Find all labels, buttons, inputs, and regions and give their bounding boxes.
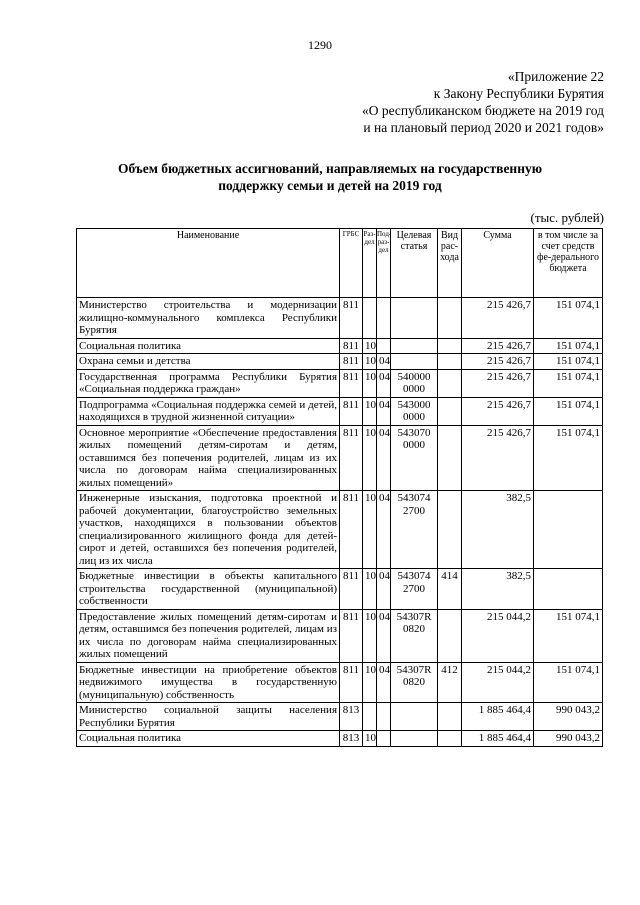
table-row [77,354,603,370]
header-name: Наименование [77,229,340,298]
cell-federal: 151 074,1 [534,338,603,354]
cell-sum: 215 426,7 [462,425,534,491]
cell-sum: 215 426,7 [462,369,534,397]
cell-vid [438,397,462,425]
cell-name: Бюджетные инвестиции на приобретение объектов недвижимого имущества в государственную (муниципальную) собственность [77,662,340,703]
table-row [77,425,603,491]
cell-vid [438,298,462,339]
cell-name: Охрана семьи и детства [77,354,340,370]
header-sum: Сумма [462,229,534,298]
cell-vid [438,354,462,370]
budget-table [76,228,603,747]
cell-target [391,338,438,354]
header-razdel: Раз-дел [363,229,377,298]
cell-podrazdel: 04 [377,662,391,703]
cell-podrazdel [377,731,391,747]
appendix-line: «О республиканском бюджете на 2019 год [361,103,604,118]
cell-razdel: 10 [363,397,377,425]
table-row [77,369,603,397]
cell-sum: 215 044,2 [462,662,534,703]
table-row [77,397,603,425]
cell-federal: 151 074,1 [534,354,603,370]
cell-podrazdel [377,338,391,354]
cell-federal: 151 074,1 [534,609,603,662]
cell-sum: 1 885 464,4 [462,731,534,747]
table-row [77,338,603,354]
cell-name: Государственная программа Республики Бурятия «Социальная поддержка граждан» [77,369,340,397]
cell-federal: 151 074,1 [534,298,603,339]
table-row [77,662,603,703]
appendix-line: «Приложение 22 [507,69,604,84]
cell-name: Социальная политика [77,338,340,354]
cell-razdel: 10 [363,338,377,354]
cell-target [391,354,438,370]
cell-podrazdel: 04 [377,609,391,662]
cell-vid: 414 [438,569,462,610]
appendix-line: к Закону Республики Бурятия [433,86,604,101]
cell-podrazdel [377,298,391,339]
cell-target: 543000 0000 [391,397,438,425]
cell-grbs: 811 [340,662,363,703]
cell-target: 543070 0000 [391,425,438,491]
header-grbs: ГРБС [340,229,363,298]
cell-grbs: 811 [340,397,363,425]
cell-federal: 151 074,1 [534,369,603,397]
cell-federal: 151 074,1 [534,662,603,703]
cell-sum: 382,5 [462,569,534,610]
cell-target: 540000 0000 [391,369,438,397]
cell-name: Социальная политика [77,731,340,747]
cell-grbs: 811 [340,425,363,491]
cell-razdel: 10 [363,491,377,569]
cell-target: 543074 2700 [391,491,438,569]
cell-target: 54307R 0820 [391,609,438,662]
cell-target: 54307R 0820 [391,662,438,703]
cell-federal: 151 074,1 [534,425,603,491]
cell-vid [438,491,462,569]
units-label: (тыс. рублей) [530,210,604,225]
cell-grbs: 811 [340,369,363,397]
title-line: поддержку семьи и детей на 2019 год [218,178,442,193]
cell-razdel [363,298,377,339]
table-row [77,298,603,339]
cell-vid [438,609,462,662]
page-number: 1290 [308,38,332,52]
table-row [77,609,603,662]
cell-sum: 1 885 464,4 [462,703,534,731]
appendix-line: и на плановый период 2020 и 2021 годов» [363,120,604,135]
cell-vid [438,425,462,491]
table-header-row [77,229,603,298]
cell-federal [534,569,603,610]
cell-sum: 215 426,7 [462,354,534,370]
cell-sum: 215 426,7 [462,397,534,425]
cell-grbs: 811 [340,338,363,354]
cell-vid [438,703,462,731]
cell-podrazdel: 04 [377,397,391,425]
cell-razdel: 10 [363,354,377,370]
cell-razdel [363,703,377,731]
cell-target: 543074 2700 [391,569,438,610]
header-federal: в том числе за счет средств фе-дерального бюджета [534,229,603,298]
cell-federal: 151 074,1 [534,397,603,425]
cell-podrazdel: 04 [377,354,391,370]
cell-name: Инженерные изыскания, подготовка проектной и рабочей документации, благоустройство земельных участков, находящихся в пользовании объектов специализированного жилищного фонда для детей-сирот и детей, оставшихся без попечения родителей, лиц из их числа [77,491,340,569]
document-title [60,160,600,194]
cell-sum: 215 426,7 [462,298,534,339]
header-podrazdel: Под-раз-дел [377,229,391,298]
cell-name: Бюджетные инвестиции в объекты капитального строительства государственной (муниципальной) собственности [77,569,340,610]
table-row [77,569,603,610]
cell-razdel: 10 [363,425,377,491]
cell-grbs: 811 [340,354,363,370]
cell-podrazdel [377,703,391,731]
cell-grbs: 811 [340,491,363,569]
cell-podrazdel: 04 [377,369,391,397]
cell-grbs: 811 [340,609,363,662]
cell-target [391,298,438,339]
cell-razdel: 10 [363,569,377,610]
cell-target [391,703,438,731]
cell-podrazdel: 04 [377,569,391,610]
table-row [77,731,603,747]
cell-federal: 990 043,2 [534,731,603,747]
cell-name: Министерство социальной защиты населения Республики Бурятия [77,703,340,731]
cell-vid [438,338,462,354]
header-vid: Вид рас-хода [438,229,462,298]
cell-federal [534,491,603,569]
cell-razdel: 10 [363,609,377,662]
cell-federal: 990 043,2 [534,703,603,731]
cell-podrazdel: 04 [377,491,391,569]
cell-name: Предоставление жилых помещений детям-сиротам и детям, оставшимся без попечения родителей, лицам из их числа по договорам найма специализированных жилых помещений [77,609,340,662]
cell-vid: 412 [438,662,462,703]
table-row [77,703,603,731]
cell-name: Министерство строительства и модернизации жилищно-коммунального комплекса Республики Бурятия [77,298,340,339]
cell-razdel: 10 [363,369,377,397]
cell-sum: 215 426,7 [462,338,534,354]
cell-vid [438,369,462,397]
cell-razdel: 10 [363,662,377,703]
cell-razdel: 10 [363,731,377,747]
cell-grbs: 811 [340,298,363,339]
cell-sum: 215 044,2 [462,609,534,662]
cell-podrazdel: 04 [377,425,391,491]
title-line: Объем бюджетных ассигнований, направляемых на государственную [117,161,543,176]
header-target: Целевая статья [391,229,438,298]
cell-target [391,731,438,747]
cell-grbs: 813 [340,703,363,731]
cell-vid [438,731,462,747]
table-row [77,491,603,569]
cell-name: Подпрограмма «Социальная поддержка семей и детей, находящихся в трудной жизненной ситуации» [77,397,340,425]
cell-name: Основное мероприятие «Обеспечение предоставления жилых помещений детям-сиротам и детям, оставшимся без попечения родителей, лицам из их числа по договорам найма специализированных жилых помещений» [77,425,340,491]
appendix-header [362,68,604,136]
cell-grbs: 813 [340,731,363,747]
cell-grbs: 811 [340,569,363,610]
cell-sum: 382,5 [462,491,534,569]
